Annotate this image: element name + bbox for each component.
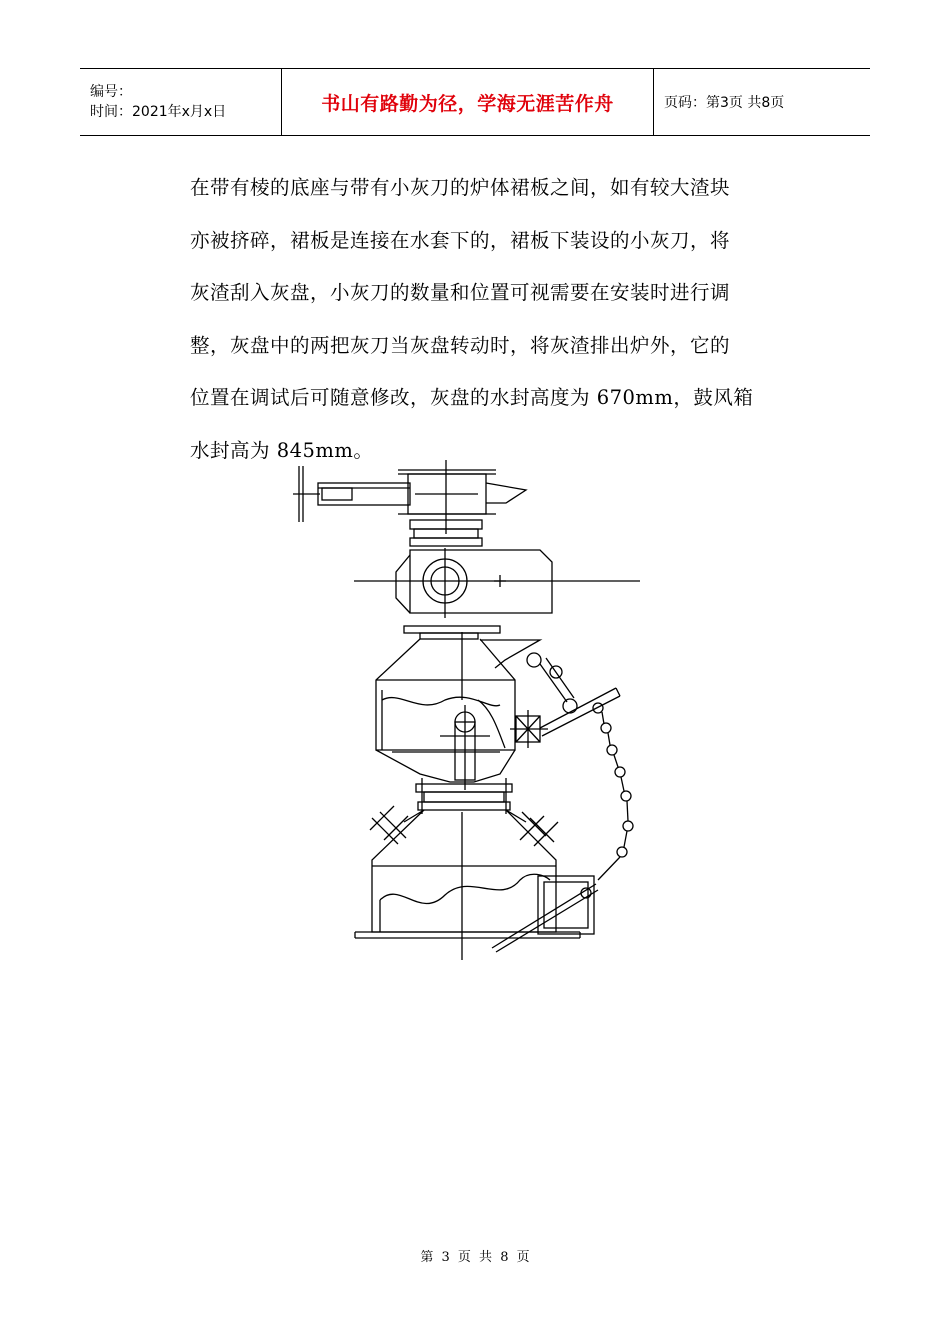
upper-hopper bbox=[376, 632, 548, 782]
top-feeder-assembly bbox=[293, 460, 526, 546]
body-line: 在带有棱的底座与带有小灰刀的炉体裙板之间，如有较大渣块 bbox=[190, 176, 731, 199]
body-line: 整，灰盘中的两把灰刀当灰盘转动时，将灰渣排出炉外，它的 bbox=[190, 333, 731, 357]
body-line: 亦被挤碎，裙板是连接在水套下的，裙板下装设的小灰刀，将 bbox=[190, 228, 731, 252]
number-label: 编号： bbox=[90, 84, 132, 100]
side-ports bbox=[370, 806, 558, 846]
middle-ring bbox=[416, 778, 512, 814]
page-info-text: 页码：第3页 共8页 bbox=[664, 95, 785, 111]
ash-discharge-box bbox=[492, 876, 598, 952]
body-line: 灰渣刮入灰盘，小灰刀的数量和位置可视需要在安装时进行调 bbox=[190, 281, 731, 304]
chain bbox=[593, 703, 633, 880]
motto-text: 书山有路勤为径，学海无涯苦作舟 bbox=[321, 92, 614, 115]
body-line: 位置在调试后可随意修改，灰盘的水封高度为 670mm，鼓风箱 bbox=[190, 386, 754, 409]
body-line: 水封高为 845mm。 bbox=[190, 438, 374, 462]
lower-body bbox=[355, 810, 580, 960]
central-shaft bbox=[440, 705, 490, 790]
upper-flange bbox=[404, 626, 500, 639]
page-footer: 第 3 页 共 8 页 bbox=[420, 1250, 530, 1265]
gear-box bbox=[354, 548, 640, 618]
time-label: 时间：2021年x月x日 bbox=[90, 104, 227, 120]
